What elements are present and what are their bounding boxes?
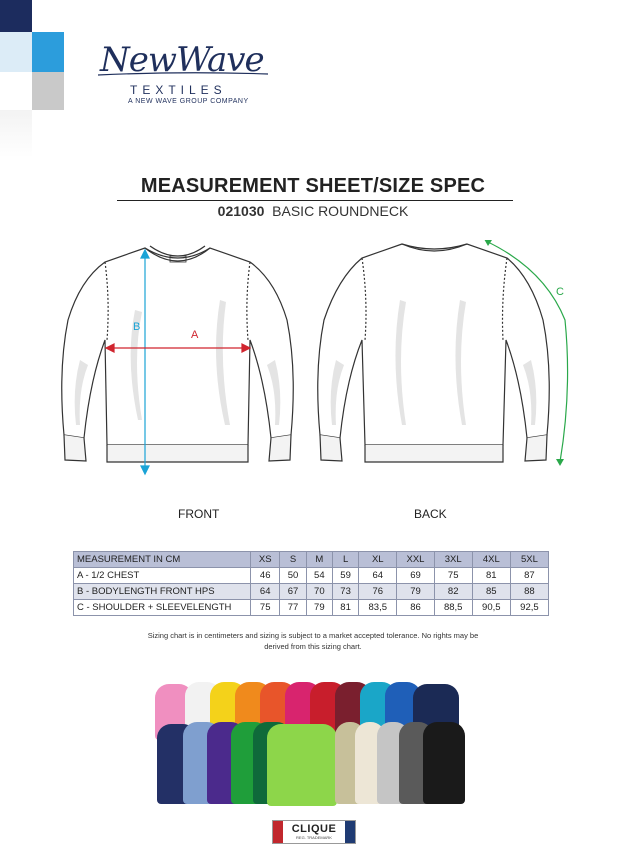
row-label: C - SHOULDER + SLEEVELENGTH xyxy=(74,600,251,616)
front-label: FRONT xyxy=(178,507,220,521)
cell: 75 xyxy=(434,568,472,584)
label-a: A xyxy=(191,329,199,341)
clique-brand-logo xyxy=(272,820,356,844)
cell: 70 xyxy=(306,584,332,600)
corner-square-fade xyxy=(0,110,32,158)
logo-subline: A NEW WAVE GROUP COMPANY xyxy=(128,98,249,105)
corner-square-pale xyxy=(0,32,32,72)
cell: 46 xyxy=(251,568,280,584)
logo-textiles: TEXTILES xyxy=(130,83,227,97)
cell: 76 xyxy=(359,584,397,600)
back-label: BACK xyxy=(414,507,447,521)
cell: 69 xyxy=(397,568,434,584)
article-name: BASIC ROUNDNECK xyxy=(272,203,409,219)
cell: 50 xyxy=(280,568,306,584)
front-garment-drawing xyxy=(50,240,310,480)
corner-square-navy xyxy=(0,0,32,32)
cell: 82 xyxy=(434,584,472,600)
swatch-lime xyxy=(267,724,337,806)
cell: 81 xyxy=(472,568,510,584)
cell: 64 xyxy=(359,568,397,584)
row-label: A - 1/2 CHEST xyxy=(74,568,251,584)
col-size: 5XL xyxy=(510,552,548,568)
brand-blue-bar xyxy=(345,821,355,843)
col-size: M xyxy=(306,552,332,568)
col-size: 4XL xyxy=(472,552,510,568)
cell: 79 xyxy=(306,600,332,616)
col-measurement: MEASUREMENT IN CM xyxy=(74,552,251,568)
cell: 73 xyxy=(332,584,358,600)
col-size: XXL xyxy=(397,552,434,568)
logo-wordmark: NewWave xyxy=(100,40,264,80)
cell: 77 xyxy=(280,600,306,616)
corner-square-blue xyxy=(32,32,64,72)
brand-red-bar xyxy=(273,821,283,843)
cell: 86 xyxy=(397,600,434,616)
sizing-disclaimer: Sizing chart is in centimeters and sizing is subject to a market accepted tolerance. No rights may be derived from this sizing chart. xyxy=(147,631,479,651)
size-spec-table xyxy=(73,551,549,616)
col-size: 3XL xyxy=(434,552,472,568)
cell: 85 xyxy=(472,584,510,600)
cell: 88 xyxy=(510,584,548,600)
col-size: L xyxy=(332,552,358,568)
table-row xyxy=(74,568,549,584)
page-title: MEASUREMENT SHEET/SIZE SPEC xyxy=(140,175,486,197)
brand-trademark: REG. TRADEMARK xyxy=(296,835,332,840)
cell: 88,5 xyxy=(434,600,472,616)
cell: 54 xyxy=(306,568,332,584)
brand-name: CLIQUE xyxy=(291,823,337,835)
cell: 81 xyxy=(332,600,358,616)
table-row xyxy=(74,584,549,600)
table-row xyxy=(74,600,549,616)
col-size: XS xyxy=(251,552,280,568)
article-code: 021030 xyxy=(217,203,265,219)
cell: 59 xyxy=(332,568,358,584)
col-size: S xyxy=(280,552,306,568)
corner-square-grey xyxy=(32,72,64,110)
cell: 67 xyxy=(280,584,306,600)
title-divider xyxy=(117,200,513,201)
table-header-row xyxy=(74,552,549,568)
col-size: XL xyxy=(359,552,397,568)
article-line xyxy=(0,203,626,219)
logo-swoosh xyxy=(98,72,268,76)
cell: 92,5 xyxy=(510,600,548,616)
label-b: B xyxy=(133,321,141,333)
cell: 79 xyxy=(397,584,434,600)
cell: 87 xyxy=(510,568,548,584)
swatch-black xyxy=(423,722,465,804)
colourway-swatches xyxy=(155,678,470,808)
cell: 64 xyxy=(251,584,280,600)
cell: 75 xyxy=(251,600,280,616)
back-garment-drawing xyxy=(310,240,590,480)
cell: 90,5 xyxy=(472,600,510,616)
cell: 83,5 xyxy=(359,600,397,616)
corner-square-lightblue xyxy=(32,0,64,32)
row-label: B - BODYLENGTH FRONT HPS xyxy=(74,584,251,600)
label-c: C xyxy=(556,286,564,298)
